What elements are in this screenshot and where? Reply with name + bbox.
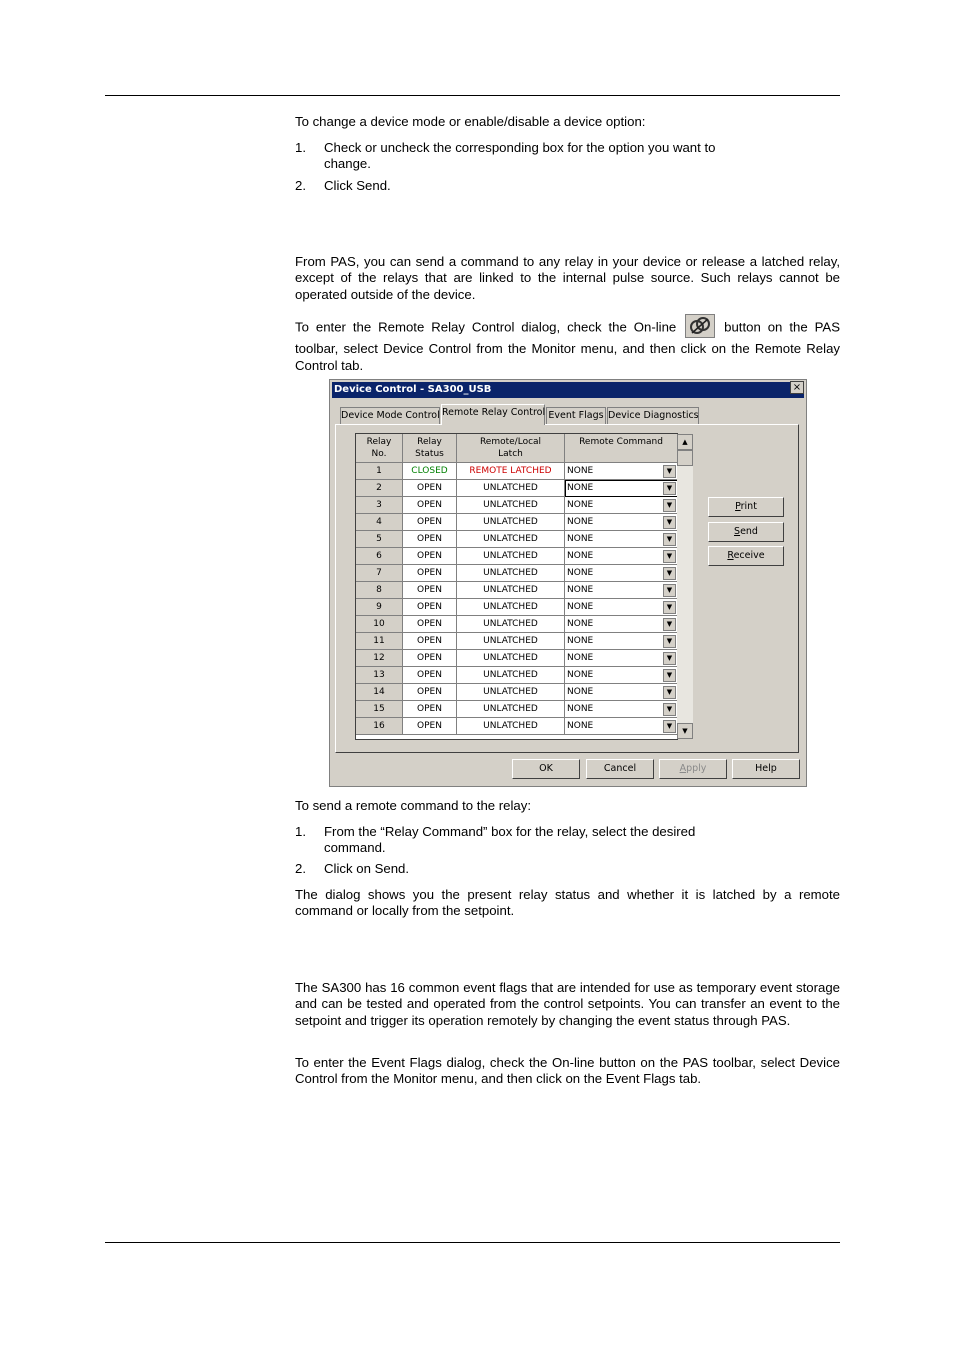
relay-number (356, 616, 403, 633)
relay-number (356, 514, 403, 531)
chevron-down-icon[interactable]: ▼ (663, 720, 676, 733)
relay-latch-text: UNLATCHED (483, 602, 538, 612)
relay-status (403, 514, 457, 531)
relay-latch-text: UNLATCHED (483, 653, 538, 663)
relay-number (356, 463, 403, 480)
relay-number-text: 13 (373, 670, 385, 680)
remote-command-select[interactable] (565, 480, 678, 497)
chevron-down-icon[interactable]: ▼ (663, 703, 676, 716)
scroll-thumb[interactable] (677, 450, 693, 466)
relay-number-text: 9 (376, 602, 382, 612)
relay-latch (457, 463, 565, 480)
table-row (356, 718, 673, 735)
print-button[interactable]: Print (708, 497, 784, 517)
relay-status-text: OPEN (417, 551, 442, 561)
chevron-down-icon[interactable]: ▼ (663, 499, 676, 512)
remote-command-select[interactable] (565, 616, 678, 633)
relay-number-text: 7 (376, 568, 382, 578)
relay-latch (457, 718, 565, 735)
remote-command-select-text: NONE (567, 534, 594, 544)
relay-status-text: OPEN (417, 483, 442, 493)
relay-status-text: OPEN (417, 568, 442, 578)
relay-latch (457, 582, 565, 599)
relay-latch-text: REMOTE LATCHED (469, 466, 552, 476)
relay-latch (457, 633, 565, 650)
relay-number-text: 14 (373, 687, 385, 697)
table-row (356, 497, 673, 514)
tab-device-diagnostics[interactable]: Device Diagnostics (607, 407, 699, 424)
relay-status-text: OPEN (417, 602, 442, 612)
table-row (356, 684, 673, 701)
relay-latch (457, 701, 565, 718)
chevron-down-icon[interactable]: ▼ (663, 618, 676, 631)
relay-number (356, 548, 403, 565)
relay-number (356, 565, 403, 582)
relay-number-text: 8 (376, 585, 382, 595)
relay-number-text: 15 (373, 704, 385, 714)
relay-number-text: 10 (373, 619, 385, 629)
relay-paragraph: From PAS, you can send a command to any relay in your device or release a latched relay, except of the relays that are linked to the internal pulse source. Such relays cannot be operated outside of the device. (295, 254, 840, 302)
relay-latch-text: UNLATCHED (483, 636, 538, 646)
table-row (356, 667, 673, 684)
relay-latch (457, 599, 565, 616)
relay-number (356, 701, 403, 718)
step-number: 1. (295, 140, 306, 155)
remote-command-select-text: NONE (567, 704, 594, 714)
relay-status (403, 616, 457, 633)
relay-status-text: OPEN (417, 670, 442, 680)
chevron-down-icon[interactable]: ▼ (663, 601, 676, 614)
step-text: From the “Relay Command” box for the relay, select the desired command. (324, 824, 696, 856)
col-relay-status: Relay Status (403, 434, 457, 463)
remote-command-select[interactable] (565, 565, 678, 582)
status-paragraph: The dialog shows you the present relay status and whether it is latched by a remote command or locally from the setpoint. (295, 887, 840, 919)
table-row (356, 599, 673, 616)
scroll-down-icon[interactable]: ▼ (677, 723, 693, 739)
remote-command-select-text: NONE (567, 500, 594, 510)
relay-status (403, 497, 457, 514)
relay-number (356, 497, 403, 514)
relay-status-text: OPEN (417, 687, 442, 697)
remote-command-select-text: NONE (567, 483, 594, 493)
chevron-down-icon[interactable]: ▼ (663, 482, 676, 495)
relay-latch (457, 480, 565, 497)
remote-command-select[interactable] (565, 497, 678, 514)
remote-command-select-text: NONE (567, 585, 594, 595)
enter-relay-after: button on the PAS toolbar, select Device Control from the Monitor menu, and then click on the Remote Relay Control tab. (295, 319, 840, 373)
relay-number (356, 718, 403, 735)
relay-status (403, 582, 457, 599)
help-button[interactable]: Help (732, 759, 800, 779)
relay-status-text: OPEN (417, 500, 442, 510)
remote-command-select[interactable] (565, 599, 678, 616)
table-row (356, 480, 673, 497)
step-number: 1. (295, 824, 306, 839)
footer-rule (105, 1242, 840, 1243)
relay-latch (457, 616, 565, 633)
remote-command-select[interactable] (565, 667, 678, 684)
header-rule (105, 95, 840, 96)
relay-status-text: OPEN (417, 585, 442, 595)
remote-command-select[interactable] (565, 684, 678, 701)
grid-scrollbar[interactable] (677, 434, 693, 739)
chevron-down-icon[interactable]: ▼ (663, 465, 676, 478)
relay-latch-text: UNLATCHED (483, 551, 538, 561)
relay-number-text: 2 (376, 483, 382, 493)
remote-command-select-text: NONE (567, 653, 594, 663)
relay-status (403, 463, 457, 480)
relay-number (356, 650, 403, 667)
relay-latch (457, 684, 565, 701)
relay-latch (457, 548, 565, 565)
relay-number-text: 12 (373, 653, 385, 663)
remote-command-select-text: NONE (567, 466, 594, 476)
relay-latch (457, 667, 565, 684)
step-number: 2. (295, 861, 306, 876)
relay-latch (457, 497, 565, 514)
table-row (356, 565, 673, 582)
table-row (356, 633, 673, 650)
remote-command-select[interactable] (565, 463, 678, 480)
relay-latch-text: UNLATCHED (483, 500, 538, 510)
relay-latch-text: UNLATCHED (483, 568, 538, 578)
relay-latch (457, 565, 565, 582)
step-text: Click Send. (324, 178, 391, 193)
scroll-up-icon[interactable]: ▲ (677, 434, 693, 450)
remote-command-select-text: NONE (567, 619, 594, 629)
chevron-down-icon[interactable]: ▼ (663, 635, 676, 648)
relay-number-text: 16 (373, 721, 385, 731)
remote-command-select[interactable] (565, 701, 678, 718)
device-control-dialog (329, 379, 807, 787)
relay-latch-text: UNLATCHED (483, 704, 538, 714)
chevron-down-icon[interactable]: ▼ (663, 516, 676, 529)
remote-command-select-text: NONE (567, 602, 594, 612)
table-row (356, 701, 673, 718)
relay-status (403, 701, 457, 718)
relay-status (403, 718, 457, 735)
receive-button[interactable]: Receive (708, 546, 784, 566)
remote-command-select-text: NONE (567, 636, 594, 646)
relay-latch (457, 650, 565, 667)
relay-status-text: OPEN (417, 619, 442, 629)
table-row (356, 514, 673, 531)
relay-number (356, 599, 403, 616)
relay-status-text: OPEN (417, 653, 442, 663)
remote-command-select[interactable] (565, 582, 678, 599)
relay-latch (457, 531, 565, 548)
remote-command-select[interactable] (565, 548, 678, 565)
relay-number (356, 531, 403, 548)
relay-latch-text: UNLATCHED (483, 517, 538, 527)
relay-number (356, 480, 403, 497)
col-latch: Remote/Local Latch (457, 434, 565, 463)
chevron-down-icon[interactable]: ▼ (663, 652, 676, 665)
relay-number (356, 633, 403, 650)
remote-command-select[interactable] (565, 514, 678, 531)
col-relay-no: Relay No. (356, 434, 403, 463)
col-remote-command: Remote Command (565, 434, 678, 463)
relay-status (403, 565, 457, 582)
relay-number-text: 1 (376, 466, 382, 476)
relay-number (356, 582, 403, 599)
relay-status-text: OPEN (417, 534, 442, 544)
relay-latch-text: UNLATCHED (483, 721, 538, 731)
relay-status-text: OPEN (417, 721, 442, 731)
remote-command-select-text: NONE (567, 721, 594, 731)
remote-command-select-text: NONE (567, 687, 594, 697)
relay-grid (355, 433, 678, 740)
table-row (356, 531, 673, 548)
send-intro: To send a remote command to the relay: (295, 798, 532, 813)
chevron-down-icon[interactable]: ▼ (663, 584, 676, 597)
tab-event-flags[interactable]: Event Flags (546, 407, 606, 424)
chevron-down-icon[interactable]: ▼ (663, 669, 676, 682)
relay-status (403, 684, 457, 701)
relay-status (403, 599, 457, 616)
relay-latch-text: UNLATCHED (483, 619, 538, 629)
remote-command-select-text: NONE (567, 568, 594, 578)
relay-status-text: OPEN (417, 636, 442, 646)
relay-number-text: 4 (376, 517, 382, 527)
remote-command-select[interactable] (565, 531, 678, 548)
relay-latch-text: UNLATCHED (483, 483, 538, 493)
remote-command-select[interactable] (565, 650, 678, 667)
table-row (356, 650, 673, 667)
cancel-button[interactable]: Cancel (586, 759, 654, 779)
relay-number-text: 6 (376, 551, 382, 561)
relay-status (403, 650, 457, 667)
relay-latch-text: UNLATCHED (483, 687, 538, 697)
relay-latch-text: UNLATCHED (483, 585, 538, 595)
table-row (356, 548, 673, 565)
chevron-down-icon[interactable]: ▼ (663, 686, 676, 699)
remote-command-select[interactable] (565, 718, 678, 735)
chevron-down-icon[interactable]: ▼ (663, 567, 676, 580)
step-text: Click on Send. (324, 861, 410, 876)
chevron-down-icon[interactable]: ▼ (663, 533, 676, 546)
table-row (356, 582, 673, 599)
send-button[interactable]: Send (708, 522, 784, 542)
relay-status (403, 667, 457, 684)
enter-flags-paragraph: To enter the Event Flags dialog, check the On-line button on the PAS toolbar, select Device Control from the Monitor menu, and then click on the Event Flags tab. (295, 1055, 840, 1087)
tab-remote-relay-control[interactable]: Remote Relay Control (441, 404, 545, 425)
relay-status (403, 548, 457, 565)
mode-intro: To change a device mode or enable/disable a device option: (295, 114, 646, 129)
remote-command-select[interactable] (565, 633, 678, 650)
table-row (356, 616, 673, 633)
relay-status-text: OPEN (417, 704, 442, 714)
relay-latch-text: UNLATCHED (483, 670, 538, 680)
online-button-icon (685, 314, 715, 338)
enter-relay-paragraph (295, 316, 840, 374)
grid-header (356, 434, 666, 463)
step-text: Check or uncheck the corresponding box for the option you want to change. (324, 140, 716, 172)
step-number: 2. (295, 178, 306, 193)
remote-command-select-text: NONE (567, 517, 594, 527)
close-icon[interactable]: × (790, 381, 804, 394)
ok-button[interactable]: OK (512, 759, 580, 779)
relay-status (403, 531, 457, 548)
relay-number-text: 5 (376, 534, 382, 544)
relay-status-text: CLOSED (411, 466, 448, 476)
relay-number-text: 3 (376, 500, 382, 510)
table-row (356, 463, 673, 480)
relay-latch (457, 514, 565, 531)
remote-command-select-text: NONE (567, 670, 594, 680)
relay-status-text: OPEN (417, 517, 442, 527)
apply-button[interactable]: Apply (659, 759, 727, 779)
relay-status (403, 633, 457, 650)
enter-relay-before: To enter the Remote Relay Control dialog, check the On-line (295, 319, 677, 335)
chevron-down-icon[interactable]: ▼ (663, 550, 676, 563)
relay-number (356, 684, 403, 701)
relay-latch-text: UNLATCHED (483, 534, 538, 544)
dialog-title: Device Control - SA300_USB (332, 382, 804, 398)
relay-number (356, 667, 403, 684)
event-flags-paragraph: The SA300 has 16 common event flags that are intended for use as temporary event storage and can be tested and operated from the control setpoints. You can transfer an event to the setpoint and trigger its operation remotely by changing the event status through PAS. (295, 980, 840, 1028)
relay-status (403, 480, 457, 497)
remote-command-select-text: NONE (567, 551, 594, 561)
relay-number-text: 11 (373, 636, 385, 646)
tab-device-mode-control[interactable]: Device Mode Control (340, 407, 440, 424)
